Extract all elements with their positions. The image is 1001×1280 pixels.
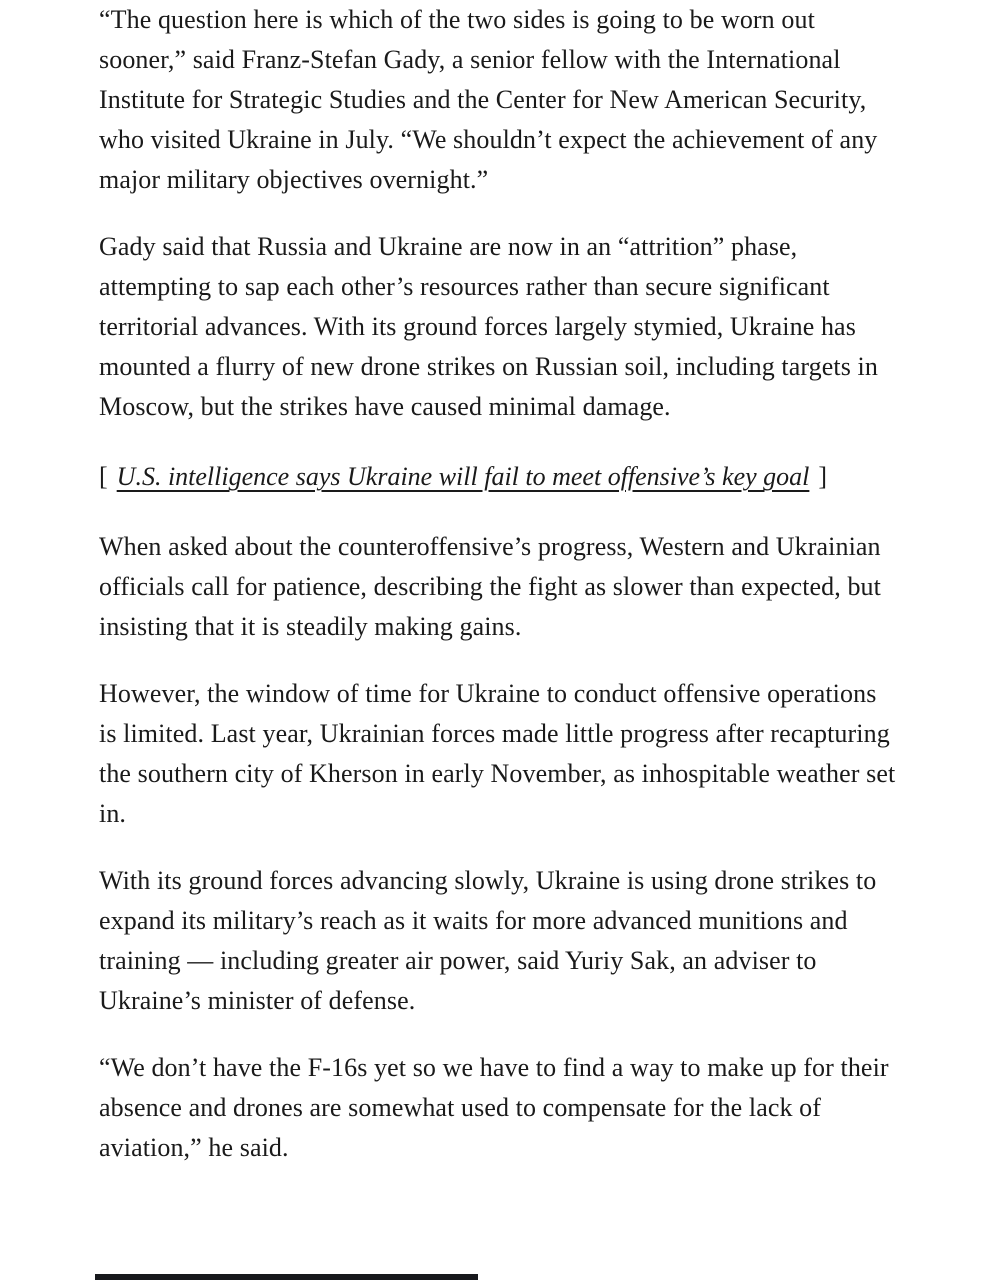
paragraph-attrition-phase: Gady said that Russia and Ukraine are now in an “attrition” phase, attempting to sap each other’s resources rather than secure significant territorial advances. With its ground forces largely stymied, Ukraine has mounted a flurry of new drone strikes on Russian soil, including targets in Moscow, but the strikes have caused minimal damage. <box>99 232 878 421</box>
next-section-partial-bar <box>95 1274 478 1280</box>
paragraph-window-of-time: However, the window of time for Ukraine to conduct offensive operations is limited. Last year, Ukrainian forces made little progress after recapturing the southern city of Kherson in early November, as inhospitable weather set in. <box>99 679 896 828</box>
related-article-link[interactable]: U.S. intelligence says Ukraine will fail to meet offensive’s key goal <box>116 462 810 491</box>
paragraph-quote-gady: “The question here is which of the two sides is going to be worn out sooner,” said Franz-Stefan Gady, a senior fellow with the International Institute for Strategic Studies and the Center for New American Security, who visited Ukraine in July. “We shouldn’t expect the achievement of any major military objectives overnight.” <box>99 5 878 194</box>
paragraph-officials-patience: When asked about the counteroffensive’s progress, Western and Ukrainian officials call for patience, describing the fight as slower than expected, but insisting that it is steadily making gains. <box>99 532 881 641</box>
paragraph-quote-f16: “We don’t have the F-16s yet so we have to find a way to make up for their absence and drones are somewhat used to compensate for the lack of aviation,” he said. <box>99 1053 889 1162</box>
bracket-close: ] <box>818 462 828 491</box>
related-link-line <box>99 457 899 497</box>
paragraph-drone-strikes: With its ground forces advancing slowly, Ukraine is using drone strikes to expand its military’s reach as it waits for more advanced munitions and training — including greater air power, said Yuriy Sak, an adviser to Ukraine’s minister of defense. <box>99 866 877 1015</box>
bracket-open: [ <box>99 462 108 491</box>
